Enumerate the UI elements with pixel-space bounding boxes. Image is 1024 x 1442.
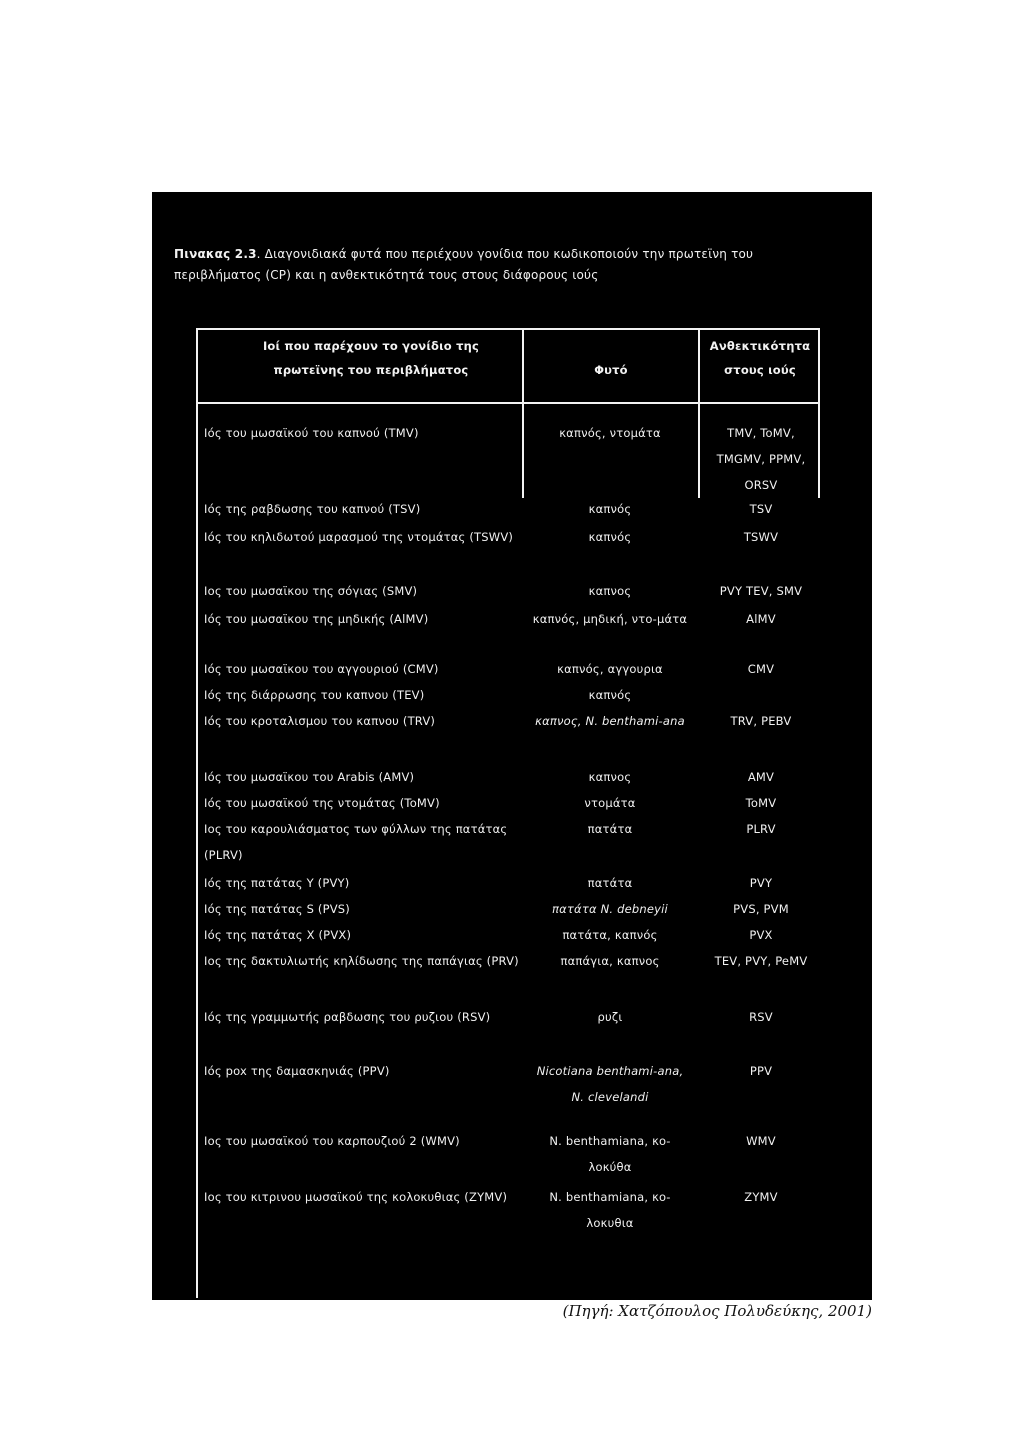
header-resistance: Ανθεκτικότητα στους ιούς [709,339,811,377]
source-citation: (Πηγή: Χατζόπουλος Πολυδεύκης, 2001) [562,1302,872,1320]
virus-resistance-table: Ιοί που παρέχουν το γονίδιο της πρωτεϊνης του περιβλήματος Φυτό Ανθεκτικότητα στους ιούς Ιός του μωσαϊκού του καπνού (TMV) καπνός, ντομάτα TMV, ToMV, TMGMV, PPMV, ORSV Ιός της ραβδωσης του καπνού (TSV) καπνός TSV Ιός του κηλιδωτού μαρασμού της ντομάτας (TSWV) καπνός TSWV Ιος του μωσαϊκου της σόγιας (SMV) καπνος PVY TEV, SMV Ιός του μωσαϊκου της μηδικής (AlMV) καπνός, μηδική, ντο-μάτα AlMV Ιός του μωσαϊκου του αγγουριού (CMV) καπνός, αγγουρια CMV Ιός της διάρρωσης του καπνου (TEV) καπνός Ιός του κροταλισμου του καπνου (TRV) καπνος, N. benthami-ana TRV, PEBV Ιός του μωσαϊκου του Arabis (AMV) καπνος AMV Ιός του μωσαϊκού της ντομάτας (ToMV) ντομάτα ToMV Ιος του καρουλιάσματος των φύλλων της πατάτας (PLRV) πατάτα PLRV Ιός της πατάτας Υ (PVY) πατάτα PVY Ιός της πατάτας S (PVS) πατάτα N. debneyii PVS, PVM Ιός της πατάτας X (PVX) πατάτα, καπνός PVX Ιος της δακτυλιωτής κηλίδωσης της παπάγιας (PRV) παπάγια, καπνος TEV, PVY, PeMV Ιός της γραμμωτής ραβδωσης του ρυζιου (RSV) ρυζι RSV Ιός pox της δαμασκηνιάς (PPV) Nicotiana benthami-ana, N. clevelandi PPV Ιος του μωσαϊκού του καρπουζιού 2 (WMV) N. benthamiana, κο-λοκύθα WMV Ιος του κιτρινου μωσαϊκού της κολοκυθιας (ZYMV) N. benthamiana, κο-λοκυθια ZYMV [196,328,820,1298]
scanned-page [152,192,872,1320]
header-bottom-border [196,402,820,404]
header-viruses: Ιοί που παρέχουν το γονίδιο της πρωτεϊνης του περιβλήματος [262,339,480,377]
table-top-border [196,328,820,330]
caption-text: . Διαγονιδιακά φυτά που περιέχουν γονίδια που κωδικοποιούν την πρωτεϊνη του περιβλήματος (CP) και η ανθεκτικότητά τους στους διάφορους ιούς [174,247,754,282]
col-divider-1 [522,328,524,498]
caption-label: Πινακας 2.3 [174,247,257,261]
header-plant: Φυτό [594,363,628,377]
table-caption [174,244,844,286]
table-left-border [196,328,198,1298]
